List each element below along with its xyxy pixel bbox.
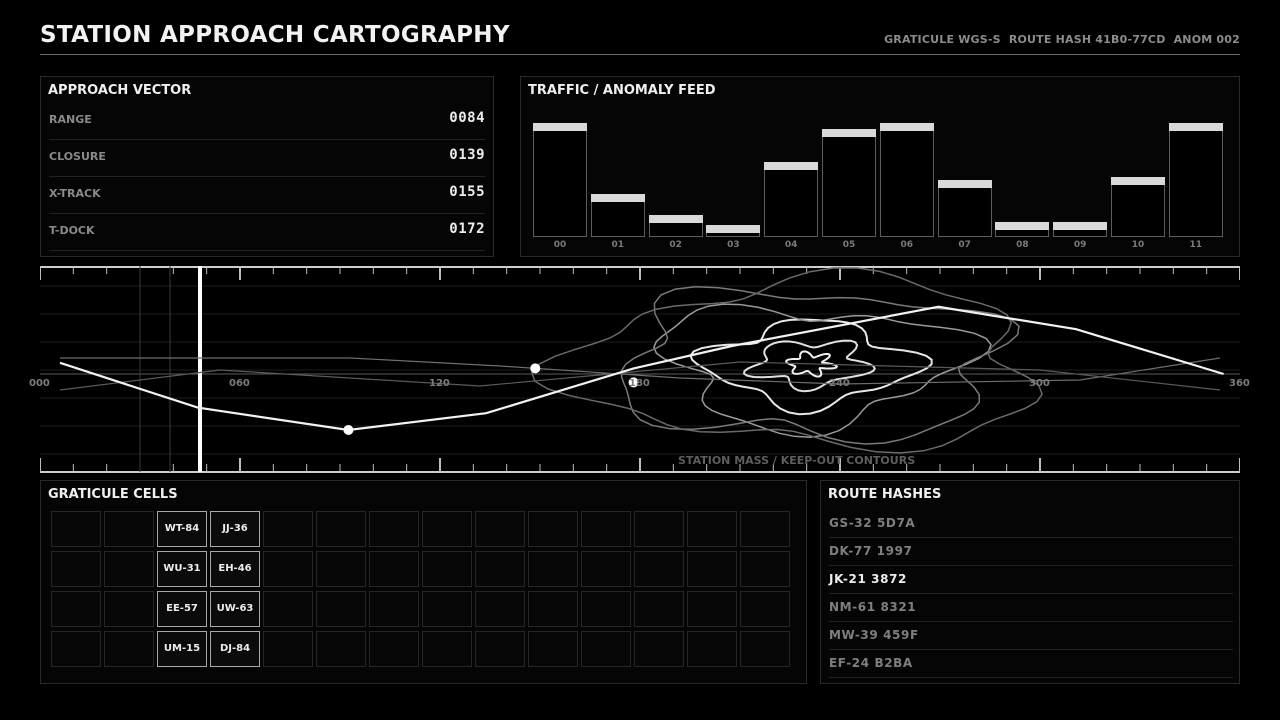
page-title: STATION APPROACH CARTOGRAPHY — [40, 22, 510, 48]
route-hash-label: EF-24 B2BA — [829, 656, 913, 670]
graticule-cell[interactable] — [316, 631, 366, 667]
route-hash-label: DK-77 1997 — [829, 544, 913, 558]
graticule-cell-label: UW-63 — [216, 603, 254, 614]
graticule-cell[interactable] — [263, 551, 313, 587]
map-axis-label: 120 — [429, 378, 450, 389]
map-axis-label: 300 — [1029, 378, 1050, 389]
traffic-tick-label: 06 — [900, 240, 914, 250]
graticule-title: GRATICULE CELLS — [48, 487, 178, 502]
graticule-cell[interactable] — [740, 551, 790, 587]
graticule-cell[interactable] — [369, 511, 419, 547]
route-marker — [343, 425, 353, 435]
traffic-bar-cap — [880, 123, 934, 131]
graticule-cell[interactable] — [369, 591, 419, 627]
route-hash-label: NM-61 8321 — [829, 600, 917, 614]
graticule-cell[interactable] — [528, 551, 578, 587]
traffic-title: TRAFFIC / ANOMALY FEED — [528, 83, 716, 98]
av-row-value: 0155 — [449, 184, 485, 200]
graticule-cell-active[interactable] — [210, 551, 260, 587]
graticule-cell[interactable] — [104, 511, 154, 547]
av-row-value: 0084 — [449, 110, 485, 126]
map-axis-label: 240 — [829, 378, 850, 389]
graticule-cell[interactable] — [475, 511, 525, 547]
route-hash-item[interactable] — [829, 565, 1233, 594]
graticule-cell[interactable] — [740, 631, 790, 667]
traffic-bar-cap — [706, 225, 760, 233]
graticule-cell-label: WT-84 — [164, 523, 200, 534]
traffic-tick-label: 07 — [958, 240, 971, 250]
traffic-bar-cap — [995, 222, 1049, 230]
traffic-tick-label: 03 — [727, 240, 740, 250]
traffic-bar-cap — [1111, 177, 1165, 185]
traffic-tick-label: 10 — [1131, 240, 1145, 250]
approach-map[interactable] — [40, 266, 1240, 474]
graticule-cell[interactable] — [475, 591, 525, 627]
traffic-bar[interactable] — [1111, 177, 1165, 237]
av-row-value: 0139 — [449, 147, 485, 163]
graticule-cell[interactable] — [581, 551, 631, 587]
graticule-cell-active[interactable] — [210, 511, 260, 547]
graticule-cell[interactable] — [104, 591, 154, 627]
graticule-cell-label: EH-46 — [218, 563, 252, 574]
graticule-cell[interactable] — [369, 551, 419, 587]
route-hash-label: MW-39 459F — [829, 628, 919, 642]
graticule-cell[interactable] — [687, 551, 737, 587]
route-hash-item[interactable] — [829, 621, 1233, 650]
graticule-cell[interactable] — [369, 631, 419, 667]
traffic-bar[interactable] — [880, 123, 934, 237]
graticule-cell[interactable] — [51, 551, 101, 587]
graticule-cell[interactable] — [634, 631, 684, 667]
map-caption: STATION MASS / KEEP-OUT CONTOURS — [678, 454, 916, 467]
traffic-bar[interactable] — [764, 162, 818, 237]
graticule-cell[interactable] — [475, 551, 525, 587]
graticule-cell-label: EE-57 — [166, 603, 198, 614]
graticule-cell[interactable] — [687, 591, 737, 627]
graticule-cell[interactable] — [687, 631, 737, 667]
graticule-cell[interactable] — [316, 591, 366, 627]
route-hashes-title: ROUTE HASHES — [828, 487, 942, 502]
graticule-cell[interactable] — [687, 511, 737, 547]
header-divider — [40, 54, 1240, 55]
traffic-tick-label: 04 — [784, 240, 798, 250]
graticule-cell[interactable] — [263, 511, 313, 547]
graticule-cell-active[interactable] — [157, 591, 207, 627]
graticule-cell[interactable] — [634, 511, 684, 547]
traffic-tick-label: 08 — [1016, 240, 1029, 250]
approach-vector-row — [49, 140, 485, 177]
header-meta: GRATICULE WGS-S ROUTE HASH 41B0-77CD ANOM 002 — [884, 33, 1240, 46]
traffic-bar-cap — [1169, 123, 1223, 131]
graticule-cell[interactable] — [581, 511, 631, 547]
traffic-bar-cap — [822, 129, 876, 137]
traffic-tick-label: 00 — [553, 240, 567, 250]
graticule-cell-label: DJ-84 — [219, 643, 251, 654]
approach-vector-row — [49, 177, 485, 214]
graticule-cell[interactable] — [528, 591, 578, 627]
graticule-cell-label: JJ-36 — [222, 523, 248, 534]
approach-vector-title: APPROACH VECTOR — [48, 83, 192, 98]
av-row-value: 0172 — [449, 221, 485, 237]
graticule-cell[interactable] — [422, 551, 472, 587]
graticule-cell[interactable] — [316, 511, 366, 547]
approach-vector-row — [49, 103, 485, 140]
graticule-cell[interactable] — [528, 511, 578, 547]
route-marker — [530, 363, 540, 373]
graticule-panel — [40, 480, 807, 684]
route-hash-item[interactable] — [829, 593, 1233, 622]
map-axis-label: 360 — [1229, 378, 1250, 389]
traffic-tick-label: 01 — [611, 240, 625, 250]
graticule-cell-active[interactable] — [157, 511, 207, 547]
graticule-cell[interactable] — [263, 591, 313, 627]
graticule-cell[interactable] — [263, 631, 313, 667]
graticule-cell[interactable] — [316, 551, 366, 587]
map-axis-label: 000 — [29, 378, 50, 389]
graticule-cell[interactable] — [475, 631, 525, 667]
graticule-cell[interactable] — [740, 511, 790, 547]
approach-route-line — [60, 307, 1224, 430]
route-hash-item[interactable] — [829, 649, 1233, 678]
graticule-cell[interactable] — [634, 591, 684, 627]
approach-vector-panel — [40, 76, 494, 257]
route-hash-label: GS-32 5D7A — [829, 516, 916, 530]
graticule-cell[interactable] — [528, 631, 578, 667]
graticule-cell[interactable] — [422, 511, 472, 547]
traffic-tick-label: 02 — [669, 240, 682, 250]
traffic-tick-label: 11 — [1189, 240, 1203, 250]
graticule-cell[interactable] — [51, 511, 101, 547]
av-row-label: T-DOCK — [49, 224, 95, 237]
av-row-label: CLOSURE — [49, 150, 106, 163]
traffic-bar[interactable] — [938, 180, 992, 237]
graticule-cell-label: WU-31 — [163, 563, 201, 574]
route-hashes-panel — [820, 480, 1240, 684]
graticule-cell[interactable] — [51, 591, 101, 627]
traffic-bar-cap — [649, 215, 703, 223]
traffic-tick-label: 05 — [842, 240, 856, 250]
graticule-cell-active[interactable] — [210, 591, 260, 627]
graticule-cell[interactable] — [51, 631, 101, 667]
traffic-bar[interactable] — [1169, 123, 1223, 237]
approach-vector-row — [49, 214, 485, 251]
traffic-bar-cap — [1053, 222, 1107, 230]
av-row-label: RANGE — [49, 113, 92, 126]
map-axis-label: 060 — [229, 378, 250, 389]
graticule-cell-active[interactable] — [157, 631, 207, 667]
route-hash-label: JK-21 3872 — [829, 572, 907, 586]
traffic-bar-cap — [764, 162, 818, 170]
graticule-cell[interactable] — [634, 551, 684, 587]
graticule-cell[interactable] — [740, 591, 790, 627]
traffic-tick-label: 09 — [1073, 240, 1087, 250]
graticule-cell[interactable] — [422, 591, 472, 627]
traffic-bar-cap — [533, 123, 587, 131]
graticule-cell[interactable] — [581, 591, 631, 627]
graticule-cell-active[interactable] — [210, 631, 260, 667]
traffic-bar[interactable] — [533, 123, 587, 237]
traffic-bar-cap — [938, 180, 992, 188]
graticule-cell[interactable] — [104, 631, 154, 667]
keepout-contour — [691, 320, 932, 415]
route-hash-item[interactable] — [829, 509, 1233, 538]
route-hash-item[interactable] — [829, 537, 1233, 566]
graticule-cell-label: UM-15 — [163, 643, 201, 654]
traffic-bar[interactable] — [822, 129, 876, 237]
av-row-label: X-TRACK — [49, 187, 101, 200]
traffic-panel — [520, 76, 1240, 257]
graticule-cell[interactable] — [581, 631, 631, 667]
keepout-contour — [654, 304, 991, 437]
graticule-cell-active[interactable] — [157, 551, 207, 587]
traffic-bar-cap — [591, 194, 645, 202]
graticule-cell[interactable] — [104, 551, 154, 587]
map-axis-label: 180 — [629, 378, 650, 389]
graticule-cell[interactable] — [422, 631, 472, 667]
